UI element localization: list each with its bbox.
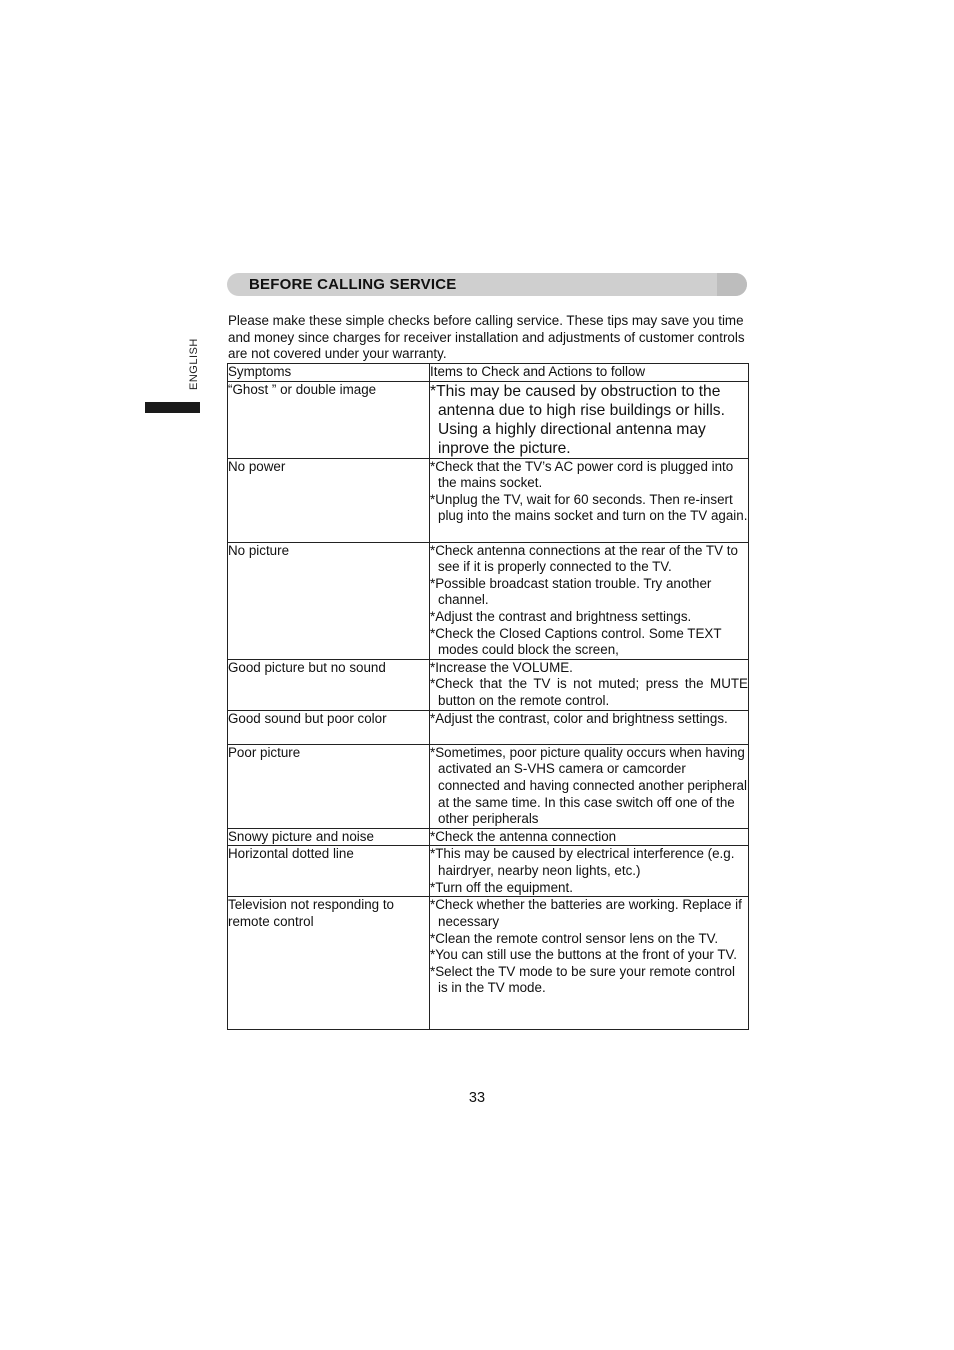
action-item: *You can still use the buttons at the front of your TV. <box>430 947 737 963</box>
table-row <box>228 846 749 897</box>
action-item: *Check whether the batteries are working. Replace if necessary <box>430 897 742 929</box>
actions-cell <box>430 458 749 542</box>
symptom-cell: No picture <box>228 542 430 659</box>
section-header-cap <box>717 273 747 296</box>
action-item: *Adjust the contrast, color and brightness settings. <box>430 710 728 726</box>
table-row <box>228 659 749 710</box>
actions-cell <box>430 381 749 458</box>
action-item: *Unplug the TV, wait for 60 seconds. Then re-insert plug into the mains socket and turn on the TV again. <box>430 491 748 524</box>
action-item: *Increase the VOLUME. <box>430 659 573 675</box>
symptom-cell: Good picture but no sound <box>228 659 430 710</box>
section-title: BEFORE CALLING SERVICE <box>249 276 457 293</box>
action-item: *Sometimes, poor picture quality occurs when having activated an S-VHS camera or camcorder connected and having connected another peripheral at the same time. In this case switch off one of the other peripherals <box>430 744 747 827</box>
action-item: *Possible broadcast station trouble. Try another channel. <box>430 575 712 608</box>
actions-cell <box>430 542 749 659</box>
symptom-cell: “Ghost ” or double image <box>228 381 430 458</box>
action-item: *This may be caused by electrical interference (e.g. hairdryer, nearby neon lights, etc.) <box>430 846 735 878</box>
symptom-cell: No power <box>228 458 430 542</box>
actions-cell <box>430 897 749 1030</box>
table-row <box>228 458 749 542</box>
action-item: *Check antenna connections at the rear of the TV to see if it is properly connected to the TV. <box>430 542 738 575</box>
language-tab-bar <box>145 402 200 413</box>
action-item: *Check the antenna connection <box>430 828 617 844</box>
table-row <box>228 381 749 458</box>
action-item: *Select the TV mode to be sure your remote control is in the TV mode. <box>430 963 735 996</box>
page-number: 33 <box>468 1090 486 1106</box>
header-actions: Items to Check and Actions to follow <box>430 364 749 382</box>
action-item: *This may be caused by obstruction to the antenna due to high rise buildings or hills. Using a highly directional antenna may inprove the picture. <box>430 382 725 457</box>
action-item: *Turn off the equipment. <box>430 879 573 895</box>
action-item: *Check that the TV is not muted; press the MUTE button on the remote control. <box>430 676 748 708</box>
language-side-label: ENGLISH <box>188 338 200 390</box>
table-row <box>228 897 749 1030</box>
symptom-cell: Good sound but poor color <box>228 710 430 744</box>
intro-paragraph: Please make these simple checks before calling service. These tips may save you time and money since charges for receiver installation and adjustments of customer controls are not covered under your warranty. <box>228 313 745 361</box>
actions-cell <box>430 659 749 710</box>
actions-cell <box>430 846 749 897</box>
action-item: *Check the Closed Captions control. Some TEXT modes could block the screen, <box>430 625 722 658</box>
table-header-row <box>228 364 749 382</box>
table-row <box>228 744 749 828</box>
table-row <box>228 828 749 846</box>
symptom-cell: Television not responding to remote control <box>228 897 430 1030</box>
symptom-cell: Snowy picture and noise <box>228 828 430 846</box>
table-row <box>228 542 749 659</box>
action-item: *Adjust the contrast and brightness settings. <box>430 608 692 624</box>
symptom-cell: Horizontal dotted line <box>228 846 430 897</box>
troubleshooting-table <box>227 363 749 1030</box>
actions-cell <box>430 828 749 846</box>
action-item: *Check that the TV’s AC power cord is plugged into the mains socket. <box>430 458 734 491</box>
header-symptoms: Symptoms <box>228 364 430 382</box>
actions-cell <box>430 710 749 744</box>
symptom-cell: Poor picture <box>228 744 430 828</box>
actions-cell <box>430 744 749 828</box>
action-item: *Clean the remote control sensor lens on the TV. <box>430 930 719 946</box>
section-header-bar <box>227 273 747 296</box>
table-row <box>228 710 749 744</box>
